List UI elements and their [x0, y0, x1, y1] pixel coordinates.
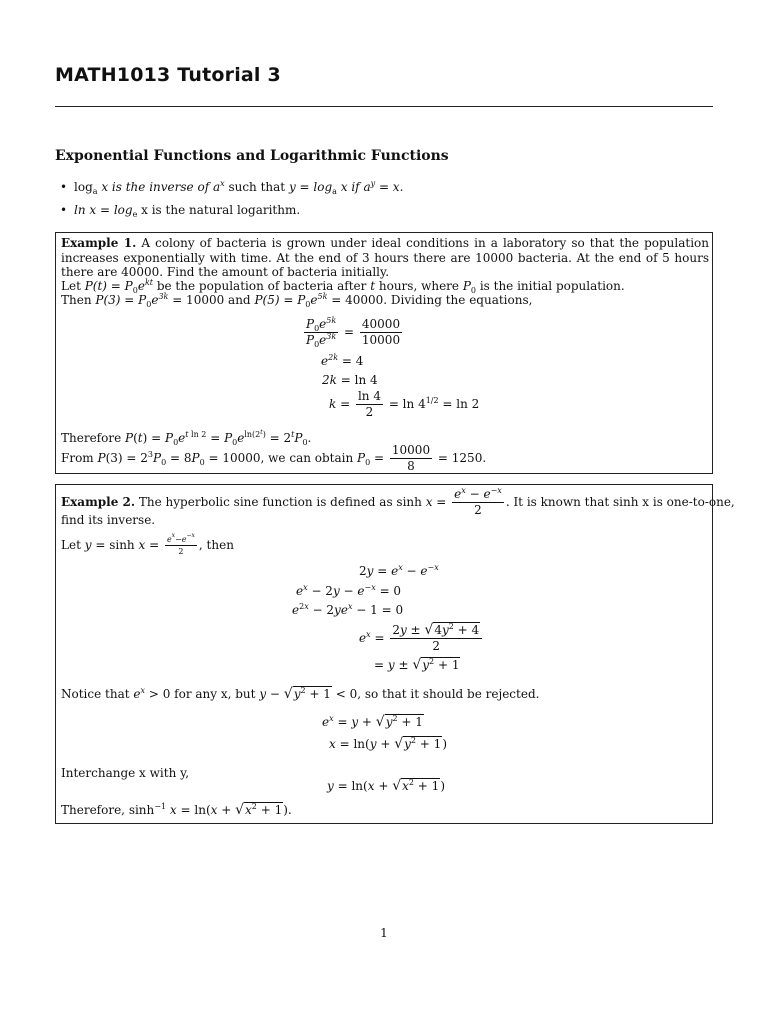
example-2-therefore: Therefore, $\sinh^{-1} x = \ln(x + √x^2 + 1)$. [61, 802, 292, 818]
example-1-let-line: Let $P(t) = P_0e^{kt}$ be the population of bacteria after t hours, where $P_0$ is the initial population. [61, 278, 625, 295]
example-1-eq-ln4: 2k = ln 4 [322, 373, 378, 387]
page-number: 1 [380, 926, 388, 940]
example-2-eq-y: $y = \ln(x + √x^2 + 1)$ [327, 778, 445, 794]
example-2-eq-rearranged: $e^x - 2y - e^{-x} = 0$ [296, 583, 402, 598]
bullet-natural-log: • $\ln x = \log_e x$ is the natural logarithm. [60, 199, 403, 222]
example-2-eq-simplified: = $y \pm √y^2 + 1$ [374, 657, 460, 673]
example-2-eq-2y: $2y = e^x - e^{-x}$ [359, 563, 439, 578]
example-1-eq-ratio: $\frac{P_0e^{5k}}{P_0e^{3k}}$ = $\frac{40000}{10000}$ [306, 316, 401, 349]
example-2-eq-ex: $e^x = y + √y^2 + 1$ [322, 714, 423, 730]
example-2-eq-quadratic: $e^{2x} - 2ye^x - 1 = 0$ [292, 602, 404, 617]
example-2-eq-quadratic-formula: $e^x$ = $\frac{2y \pm √4y^2 + 4}{2}$ [359, 624, 484, 653]
section-heading: Exponential Functions and Logarithmic Functions [55, 148, 449, 164]
example-2-statement: Example 2. The hyperbolic sine function is defined as sinh x = $\frac{e^x - e^{-x}}{2}$ . It is known that sinh x is one-to-one, [61, 486, 735, 517]
example-1-from: From $P(3) = 2^3P_0 = 8P_0 = 10000$, we can obtain $P_0$ = $\frac{10000}{8}$ = 1250. [61, 443, 487, 473]
page-title: MATH1013 Tutorial 3 [55, 64, 281, 86]
example-2-eq-x: $x = \ln(y + √y^2 + 1)$ [329, 736, 447, 752]
example-1-eq-k: k = $\frac{\ln 4}{2}$ = $\ln 4^{1/2} = \ln 2$ [329, 389, 480, 419]
example-2-notice: Notice that $e^x > 0$ for any x, but $y - √y^2 + 1 < 0$, so that it should be rejected. [61, 686, 540, 702]
title-divider [55, 106, 713, 107]
example-1-then-line: Then $P(3) = P_0e^{3k} = 10000$ and $P(5) = P_0e^{5k} = 40000$. Dividing the equations, [61, 292, 533, 309]
example-1-statement: Example 1. A colony of bacteria is grown under ideal conditions in a laboratory so that the population increases exponentially with time. At the end of 3 hours there are 10000 bacteria. At the end of 5 hours there are 40000. Find the amount of bacteria initially. [61, 236, 709, 279]
bullet-list [60, 176, 403, 222]
example-2-interchange: Interchange x with y, [61, 766, 190, 780]
example-1-eq-2k: $e^{2k} = 4$ [321, 353, 364, 368]
example-2-let-line: Let y = sinh x = $\frac{e^x-e^{-x}}{2}$ , then [61, 532, 234, 556]
bullet-log-definition: • $\log_a x$ is the inverse of $a^x$ such that $y = \log_a x$ if $a^y = x$. [60, 176, 403, 199]
example-2-box [55, 484, 735, 824]
example-1-therefore: Therefore $P(t) = P_0e^{t ln 2} = P_0e^{ln(2^t)} = 2^tP_0$. [61, 429, 312, 447]
example-1-box [55, 232, 713, 474]
example-2-find-inverse: find its inverse. [61, 513, 156, 527]
